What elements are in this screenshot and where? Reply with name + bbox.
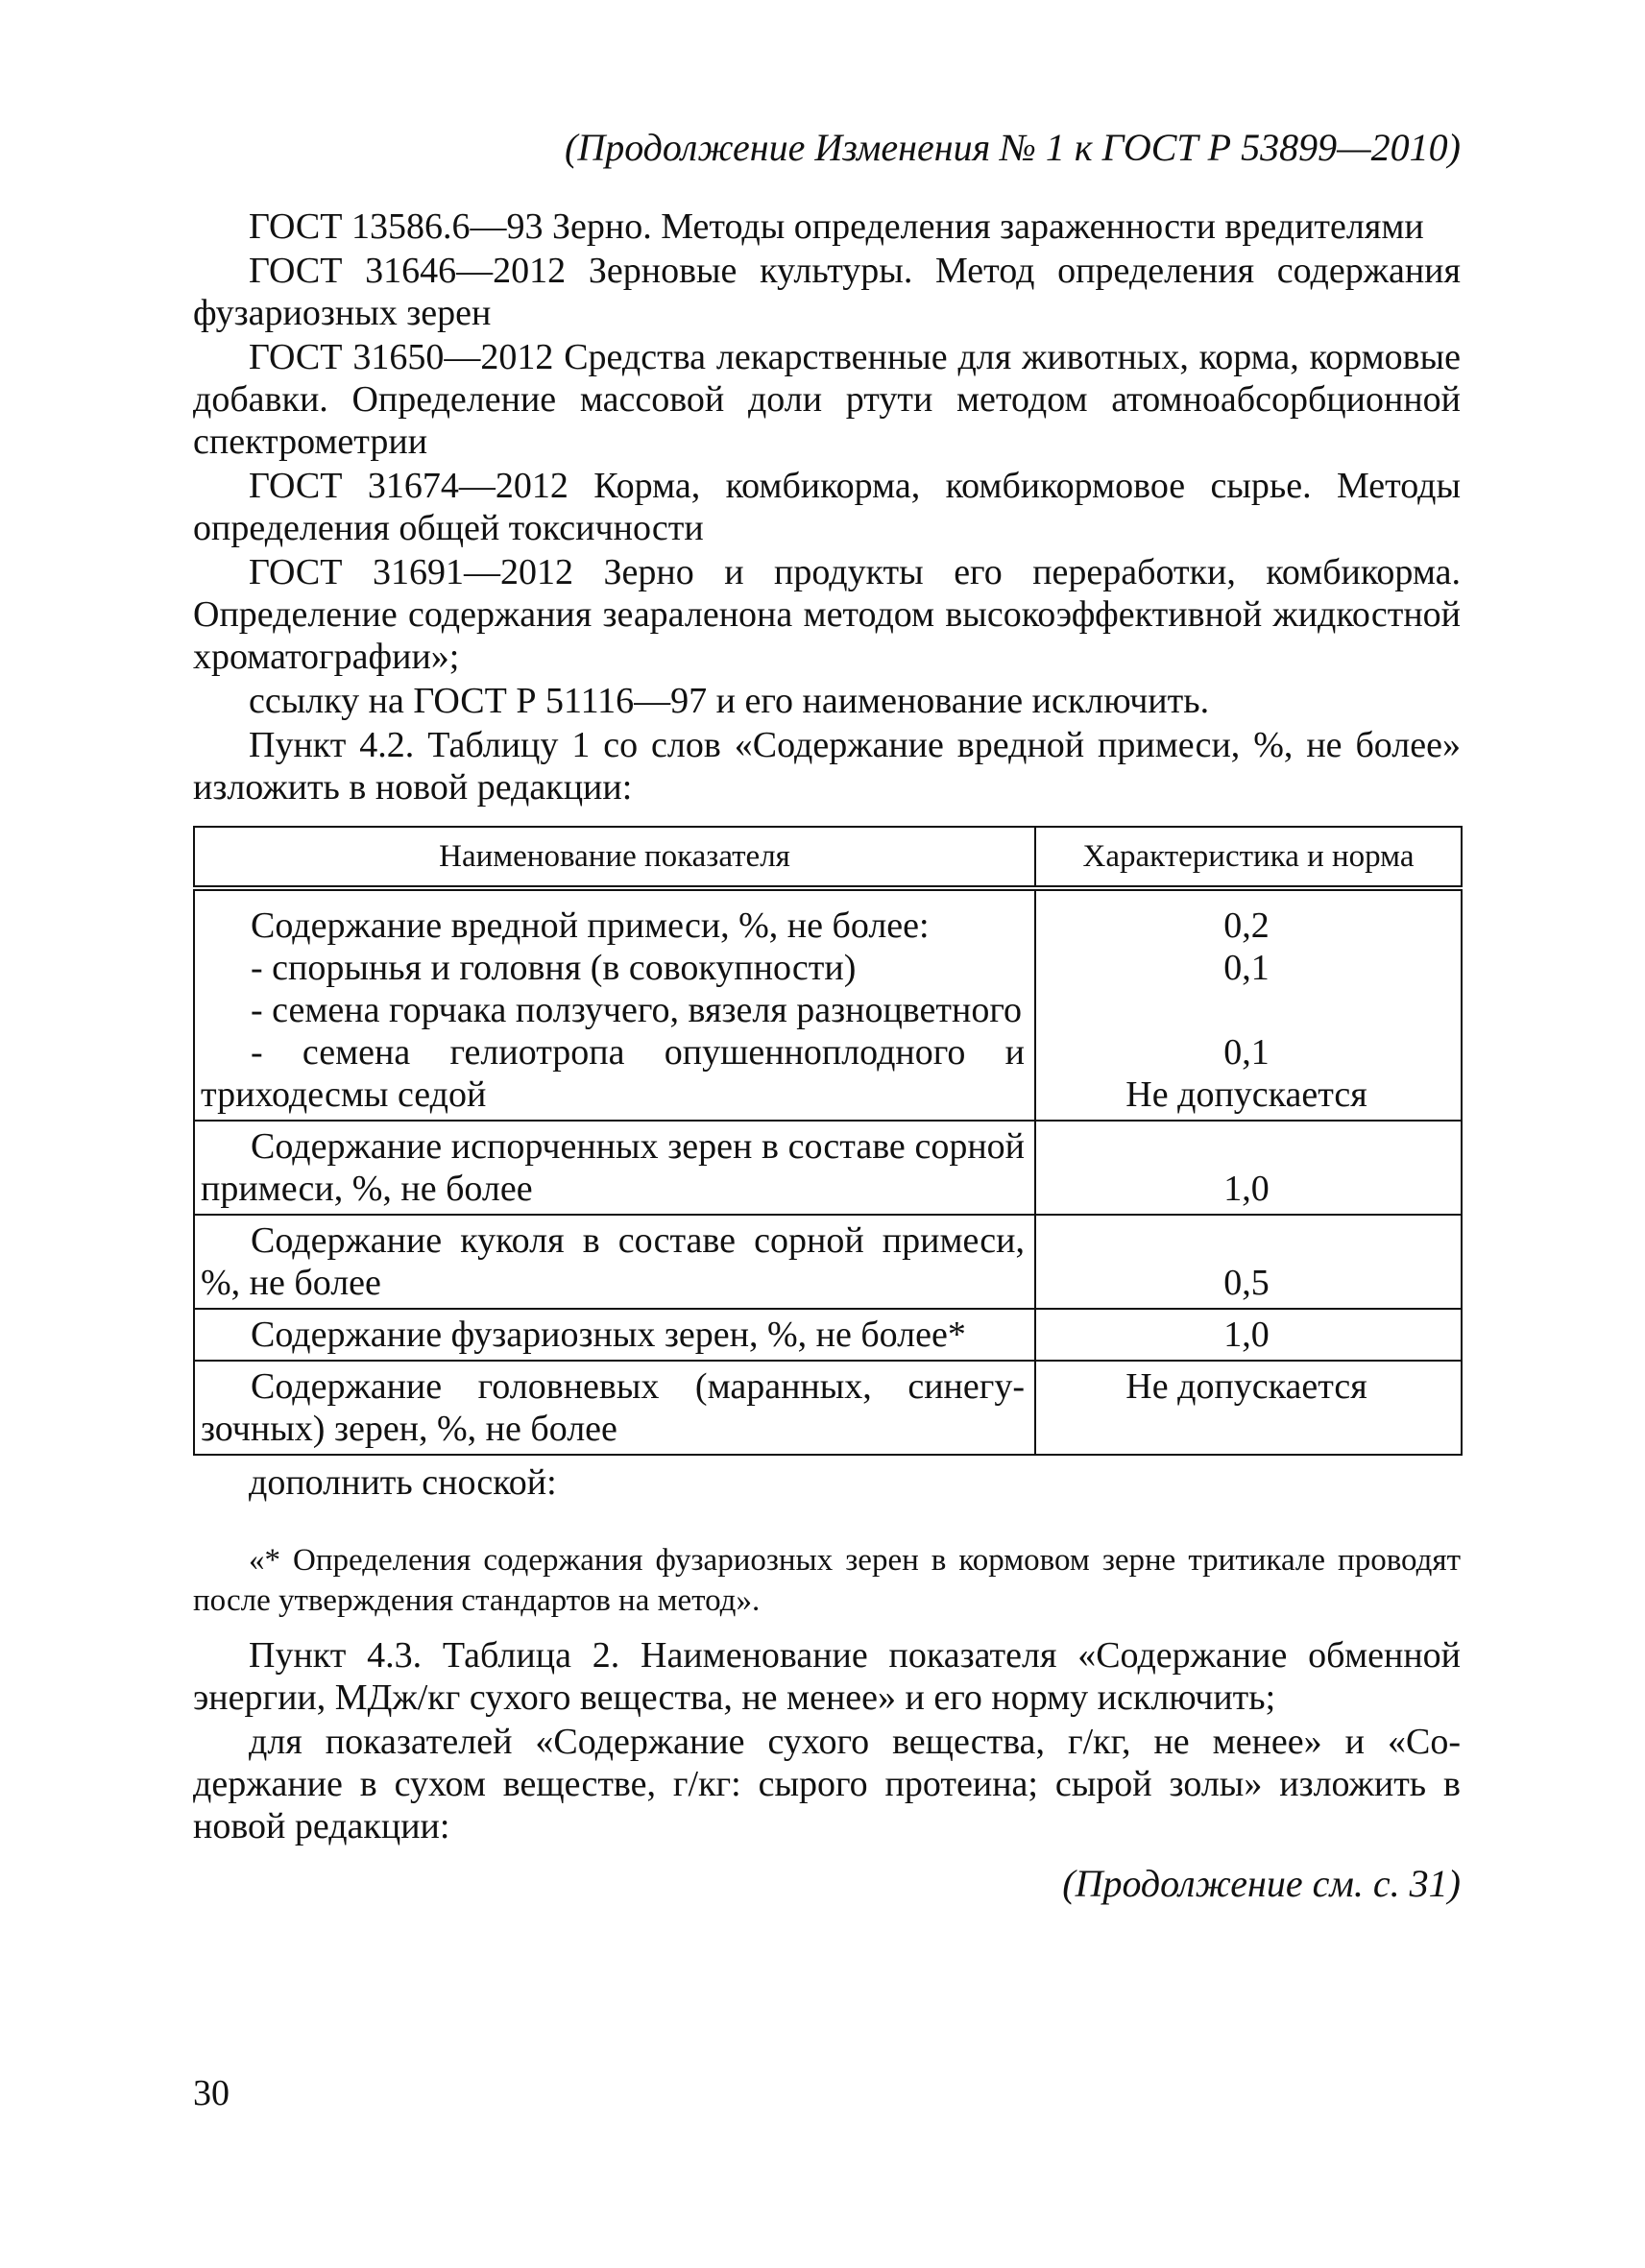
table-cell-value: Не допускается [1035,1361,1462,1455]
paragraph-item-4-2: Пункт 4.2. Таблицу 1 со слов «Содержание вредной примеси, %, не более» изложить в новой редакции: [193,725,1461,808]
row1-line-gorchak: - семена горчака ползучего, вязеля разноцветного [251,990,1022,1030]
table-row [194,1309,1462,1361]
paragraph-gost-31691: ГОСТ 31691—2012 Зерно и продукты его переработки, комбикорма. Определение содержания зеараленона методом высокоэффективной жидкостной хроматографии»; [193,552,1461,677]
paragraph-reference-removal: ссылку на ГОСТ Р 51116—97 и его наименование исключить. [249,681,1210,721]
table-cell-value: 0,5 [1035,1215,1462,1309]
paragraph-gost-31646: ГОСТ 31646—2012 Зерновые культуры. Метод определения содержания фузариозных зерен [193,251,1461,333]
table-cell-value: 1,0 [1035,1121,1462,1215]
paragraph-gost-13586: ГОСТ 13586.6—93 Зерно. Методы определения зараженности вредителями [249,206,1424,247]
row5-name: Содержание головневых (маранных, синегузочных) зерен, %, не более [201,1366,1025,1449]
page-number: 30 [193,2073,230,2113]
table-cell-value [1035,888,1462,1121]
table-cell-value: 1,0 [1035,1309,1462,1361]
row2-name: Содержание испорченных зерен в составе сорной примеси, %, не более [201,1126,1025,1209]
norms-table [193,826,1463,1456]
table-cell-name [194,888,1035,1121]
header-indicator-name: Наименование показателя [194,827,1035,888]
row1-value-gorchak: 0,1 [1223,1032,1270,1073]
row1-value-harmful-impurity: 0,2 [1223,905,1270,946]
row1-value-heliotrope: Не допускается [1125,1074,1367,1115]
row1-line-ergot: - спорынья и головня (в совокупности) [251,948,857,988]
table-row [194,1361,1462,1455]
row1-value-ergot: 0,1 [1223,948,1270,988]
paragraph-item-4-3: Пункт 4.3. Таблица 2. Наименование показателя «Содержание обменной энергии, МДж/кг сухого вещества, не менее» и его норму исключить; [193,1635,1461,1718]
row1-line-harmful-impurity: Содержание вредной примеси, %, не более: [251,905,930,946]
table-cell-name [194,1121,1035,1215]
paragraph-add-footnote: дополнить сноской: [249,1462,557,1503]
row3-name: Содержание куколя в составе сорной примеси, %, не более [201,1220,1025,1303]
table-row [194,888,1462,1121]
table-row [194,1215,1462,1309]
table-cell-name [194,1215,1035,1309]
footnote-text: «* Определения содержания фузариозных зерен в кормовом зерне тритикале проводят после утверждения стандартов на метод». [193,1543,1461,1618]
paragraph-gost-31674: ГОСТ 31674—2012 Корма, комбикорма, комбикормовое сырье. Методы определения общей токсичности [193,466,1461,548]
norms-table-wrapper [193,826,1461,1456]
paragraph-dry-matter: для показателей «Содержание сухого вещества, г/кг, не менее» и «Содержание в сухом веществе, г/кг: сырого протеина; сырой золы» изложить в новой редакции: [193,1722,1461,1846]
header-characteristic: Характеристика и норма [1035,827,1462,888]
paragraph-gost-31650: ГОСТ 31650—2012 Средства лекарственные для животных, корма, кормовые добавки. Определение массовой доли ртути методом атомноабсорбционной спектрометрии [193,337,1461,462]
continuation-note: (Продолжение см. с. 31) [1062,1862,1461,1905]
row1-line-heliotrope: - семена гелиотропа опушенноплодного и триходесмы седой [201,1032,1025,1115]
running-head: (Продолжение Изменения № 1 к ГОСТ Р 53899—2010) [565,126,1461,169]
row4-name: Содержание фузариозных зерен, %, не более* [251,1315,966,1355]
table-cell-name [194,1309,1035,1361]
row1-value-spacer [1042,989,1451,1031]
table-header-row [194,827,1462,888]
table-row [194,1121,1462,1215]
table-cell-name [194,1361,1035,1455]
document-page [193,123,1461,1909]
